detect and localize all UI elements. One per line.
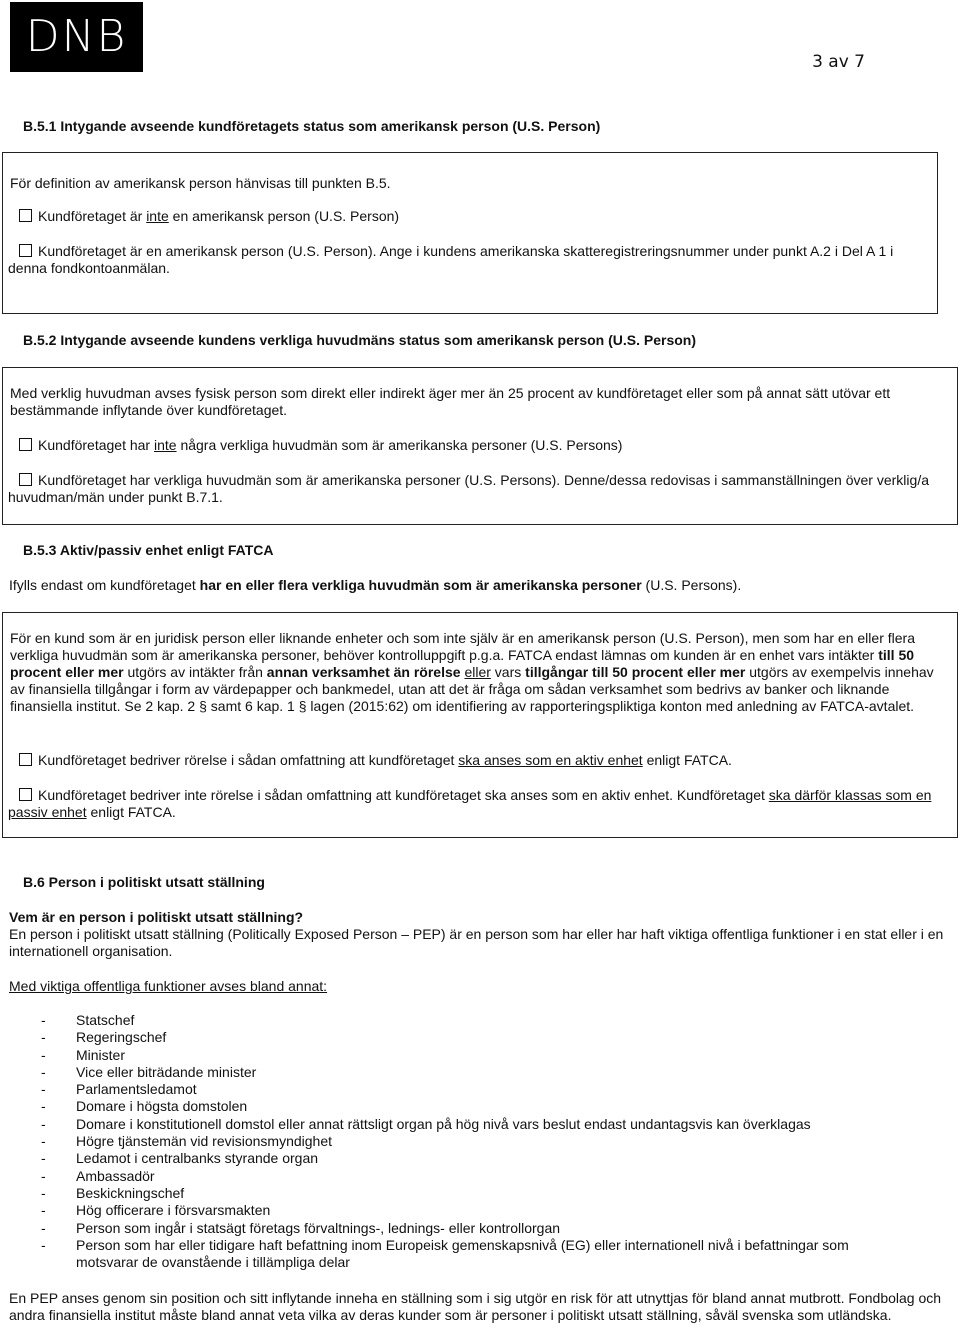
list-item: - Domare i konstitutionell domstol eller annat rättsligt organ på hög nivå vars beslut endast undantagsvis kan överklagas <box>9 1116 949 1133</box>
b51-intro: För definition av amerikansk person hänvisas till punkten B.5. <box>10 175 391 191</box>
b51-option-not-us-person[interactable]: Kundföretaget är inte en amerikansk person (U.S. Person) <box>8 208 399 225</box>
b52-option-us-owners[interactable]: Kundföretaget har verkliga huvudmän som är amerikanska personer (U.S. Persons). Denne/dessa redovisas i sammanställningen över verklig/a huvudman/män under punkt B.7.1. <box>8 472 929 505</box>
b53-explanation: För en kund som är en juridisk person eller liknande enheter och som inte själv är en amerikansk person (U.S. Person), men som har en eller flera verkliga huvudmän som är amerikanska personer, behöver kontrolluppgift p.g.a. FATCA endast lämnas om kunden är en enhet vars intäkter till 50 procent eller mer utgörs av intäkter från annan verksamhet än rörelse eller vars tillgångar till 50 procent eller mer utgörs av exempelvis innehav av finansiella tillgångar i form av värdepapper och bankmedel, utan att det är fråga om sådan verksamhet som bedrivs av banker och liknande finansiella institut. Se 2 kap. 2 § samt 6 kap. 1 § lagen (2015:62) om identifiering av rapporteringspliktiga konton med anledning av FATCA-avtalet. <box>10 630 934 714</box>
list-item: - Ambassadör <box>9 1168 949 1185</box>
page-indicator: 3 av 7 <box>812 52 865 72</box>
b53-fill-instruction: Ifylls endast om kundföretaget har en eller flera verkliga huvudmän som är amerikanska personer (U.S. Persons). <box>9 577 742 593</box>
section-b53-box <box>2 612 958 838</box>
section-b51-box <box>2 152 938 314</box>
list-item: - Person som ingår i statsägt företags förvaltnings-, lednings- eller kontrollorgan <box>9 1220 949 1237</box>
list-item: - Statschef <box>9 1012 949 1029</box>
checkbox[interactable] <box>19 209 32 222</box>
list-item: - Domare i högsta domstolen <box>9 1098 949 1115</box>
b52-option-no-us-owners[interactable]: Kundföretaget har inte några verkliga huvudmän som är amerikanska personer (U.S. Persons) <box>8 437 622 454</box>
list-item: - Ledamot i centralbanks styrande organ <box>9 1150 949 1167</box>
section-b51-title: B.5.1 Intygande avseende kundföretagets status som amerikansk person (U.S. Person) <box>23 118 601 134</box>
dnb-logo: DNB <box>10 2 143 72</box>
b53-option-active[interactable]: Kundföretaget bedriver rörelse i sådan omfattning att kundföretaget ska anses som en aktiv enhet enligt FATCA. <box>8 752 732 769</box>
pep-functions-list <box>9 1012 949 1271</box>
b53-option-passive[interactable]: Kundföretaget bedriver inte rörelse i sådan omfattning att kundföretaget ska anses som en aktiv enhet. Kundföretaget ska därför klassas som en passiv enhet enligt FATCA. <box>8 787 932 820</box>
checkbox[interactable] <box>19 788 32 801</box>
checkbox[interactable] <box>19 753 32 766</box>
list-item: - Högre tjänstemän vid revisionsmyndighet <box>9 1133 949 1150</box>
list-item: - Vice eller biträdande minister <box>9 1064 949 1081</box>
b6-list-heading: Med viktiga offentliga funktioner avses bland annat: <box>9 978 328 994</box>
section-b6-title: B.6 Person i politiskt utsatt ställning <box>23 874 265 890</box>
list-item: - Hög officerare i försvarsmakten <box>9 1202 949 1219</box>
checkbox[interactable] <box>19 244 32 257</box>
list-item: - Person som har eller tidigare haft befattning inom Europeisk gemenskapsnivå (EG) eller internationell nivå i befattningar som motsvarar de ovanstående i tillämpliga delar <box>9 1237 896 1272</box>
list-item: - Minister <box>9 1047 949 1064</box>
b51-option-us-person[interactable]: Kundföretaget är en amerikansk person (U.S. Person). Ange i kundens amerikanska skatteregistreringsnummer under punkt A.2 i Del A 1 i denna fondkontoanmälan. <box>8 243 894 276</box>
checkbox[interactable] <box>19 473 32 486</box>
section-b52-title: B.5.2 Intygande avseende kundens verkliga huvudmäns status som amerikansk person (U.S. Person) <box>23 332 697 348</box>
b52-intro: Med verklig huvudman avses fysisk person som direkt eller indirekt äger mer än 25 procent av kundföretaget eller som på annat sätt utövar ett bestämmande inflytande över kundföretaget. <box>10 385 891 418</box>
list-item: - Regeringschef <box>9 1029 949 1046</box>
checkbox[interactable] <box>19 438 32 451</box>
list-item: - Parlamentsledamot <box>9 1081 949 1098</box>
b6-question: Vem är en person i politiskt utsatt ställning? <box>9 909 304 925</box>
list-item: - Beskickningschef <box>9 1185 949 1202</box>
b6-definition: En person i politiskt utsatt ställning (Politically Exposed Person – PEP) är en person som har eller har haft viktiga offentliga funktioner i en stat eller i en internationell organisation. <box>9 926 944 959</box>
b6-footer-text: En PEP anses genom sin position och sitt inflytande inneha en ställning som i sig utgör en risk för att utnyttjas för bland annat mutbrott. Fondbolag och andra finansiella institut måste bland annat veta vilka av deras kunder som är personer i politiskt utsatt ställning, såväl svenska som utländska. <box>9 1290 942 1323</box>
section-b52-box <box>2 367 958 525</box>
section-b53-title: B.5.3 Aktiv/passiv enhet enligt FATCA <box>23 542 274 558</box>
